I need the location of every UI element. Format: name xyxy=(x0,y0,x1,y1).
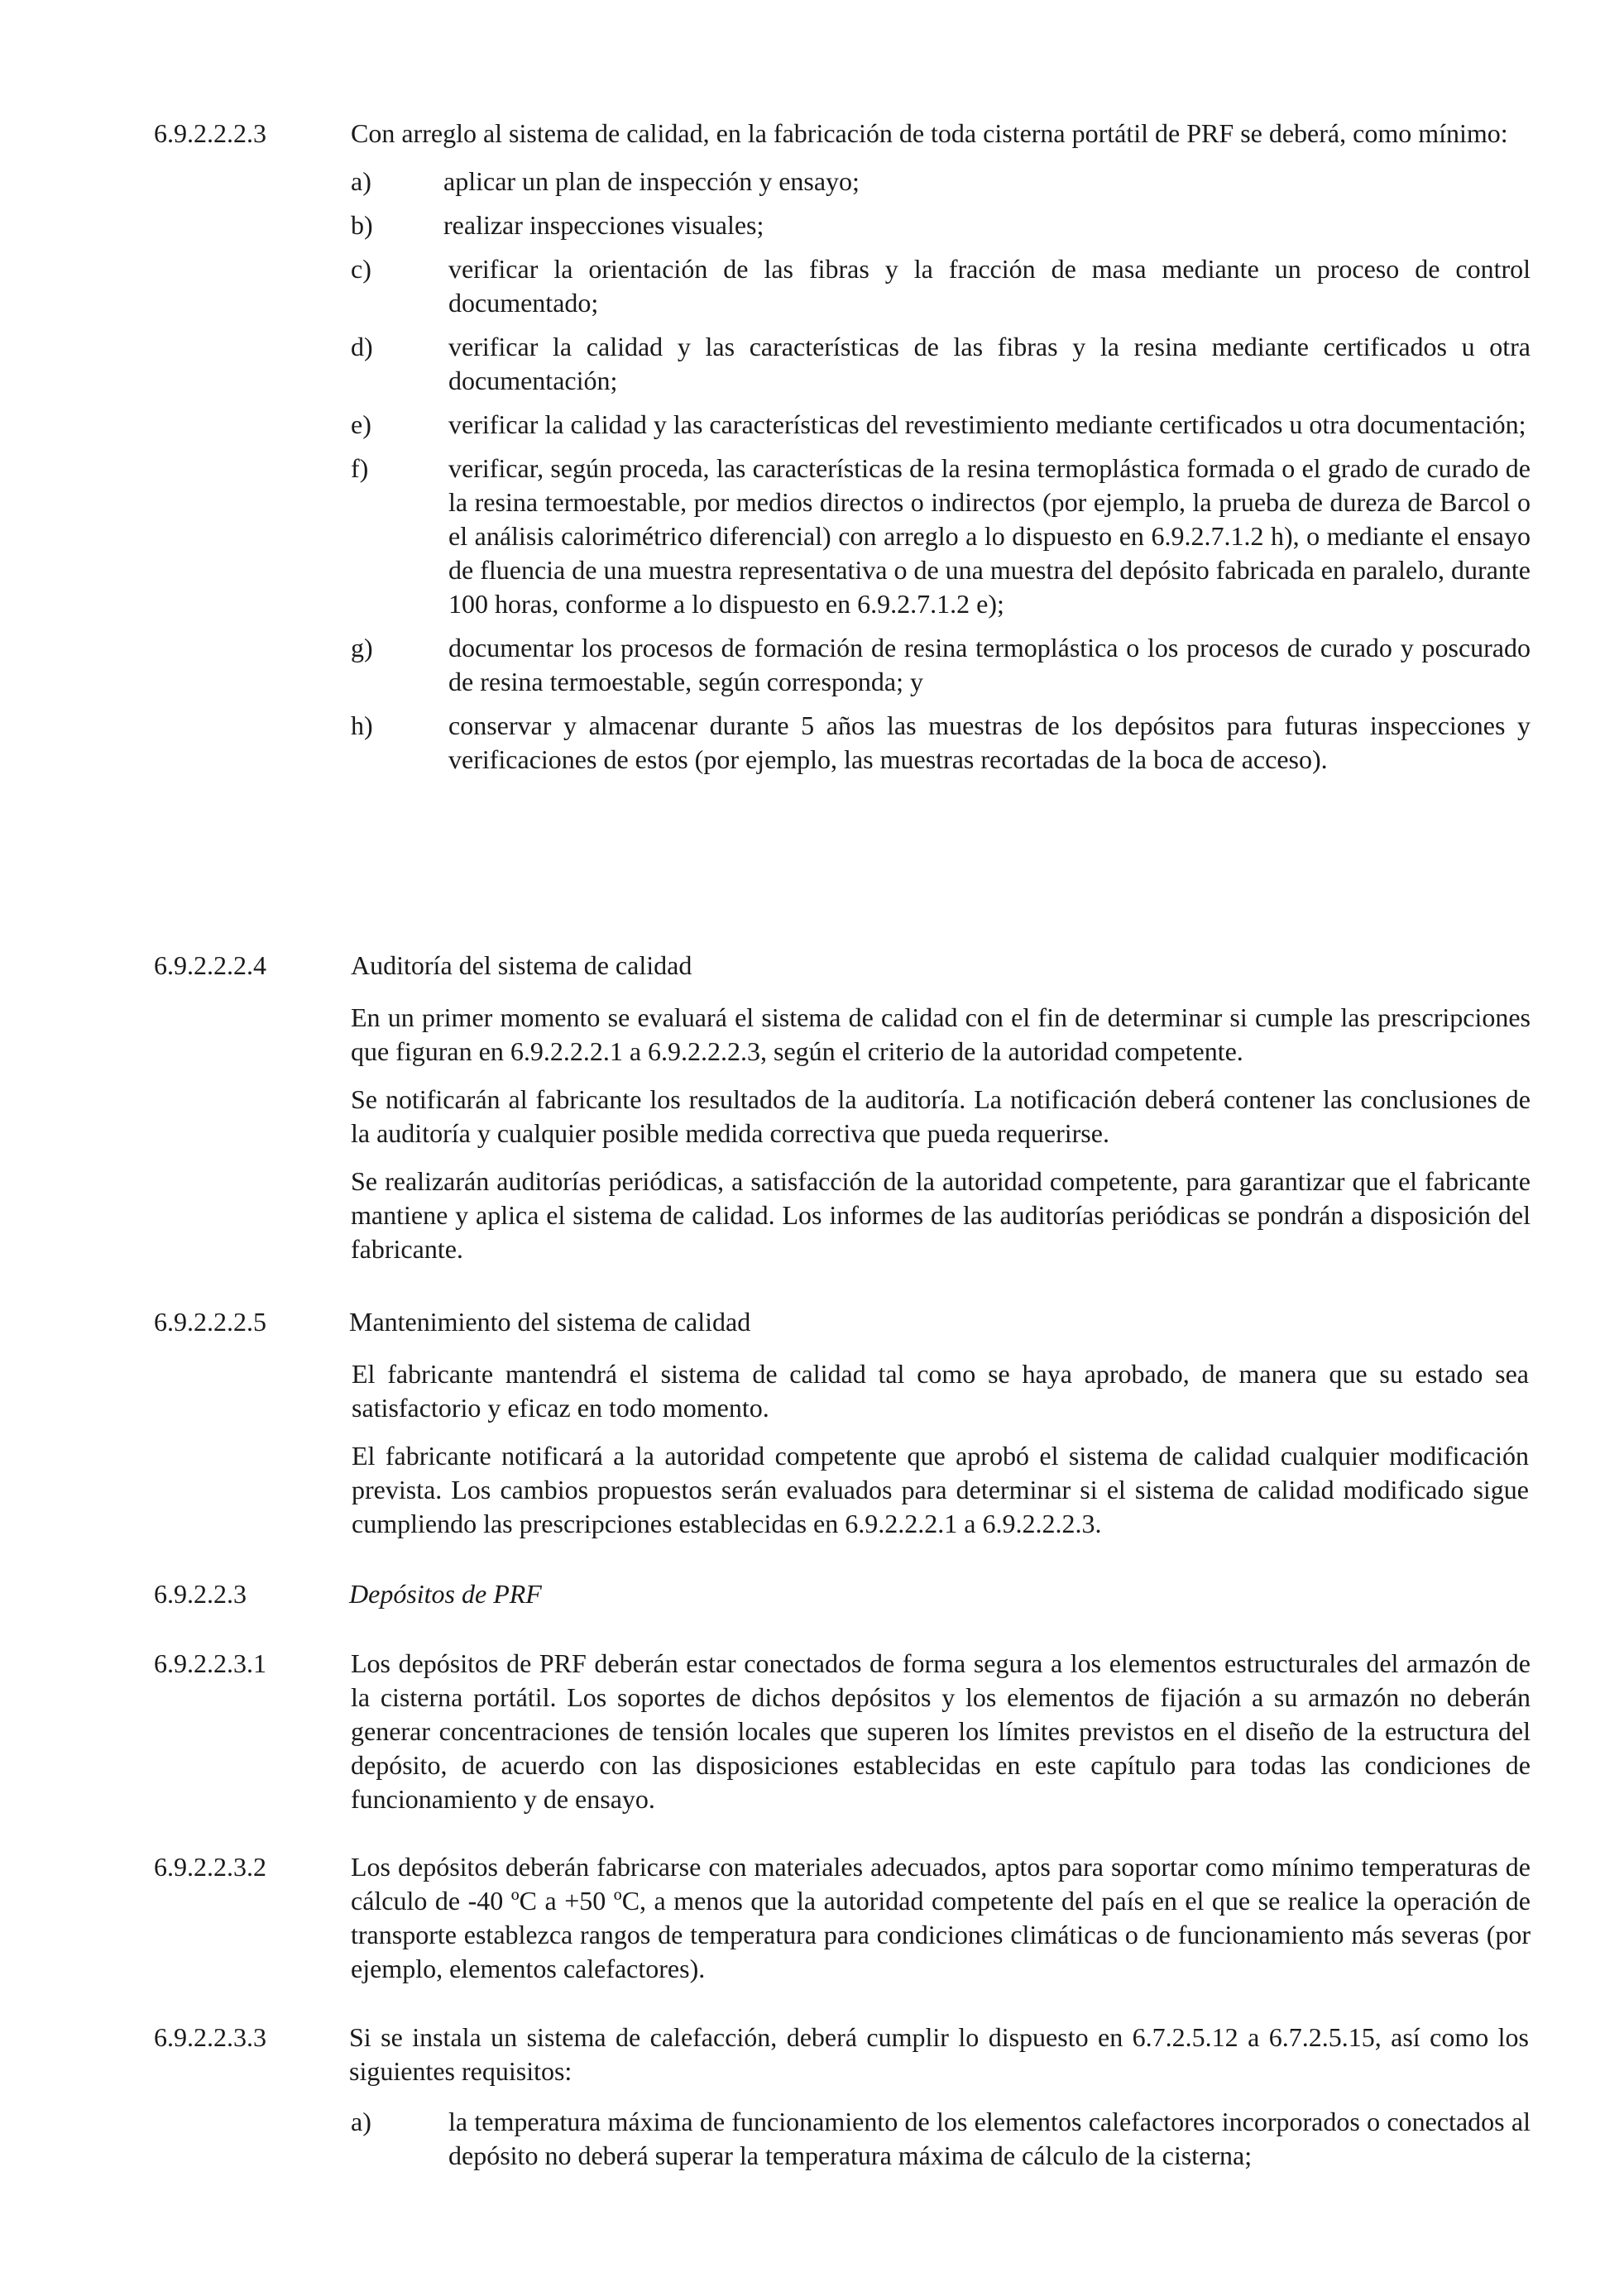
list-item xyxy=(351,208,1531,242)
item-text: aplicar un plan de inspección y ensayo; xyxy=(443,166,860,196)
item-text: la temperatura máxima de funcionamiento de los elementos calefactores incorporados o conectados al depósito no deberá superar la temperatura máxima de cálculo de la cisterna; xyxy=(448,2107,1531,2170)
paragraph: En un primer momento se evaluará el sistema de calidad con el fin de determinar si cumple las prescripciones que figuran en 6.9.2.2.2.1 a 6.9.2.2.2.3, según el criterio de la autoridad competente. xyxy=(351,1002,1531,1066)
item-list xyxy=(351,2105,1531,2173)
list-item xyxy=(351,330,1531,398)
item-label: d) xyxy=(351,332,373,361)
item-label: c) xyxy=(351,254,371,284)
section-heading: Mantenimiento del sistema de calidad xyxy=(349,1307,751,1337)
list-item xyxy=(351,252,1531,320)
paragraph: Los depósitos de PRF deberán estar conectados de forma segura a los elementos estructurales del armazón de la cisterna portátil. Los soportes de dichos depósitos y los elementos de fijación a su armazón no deberán generar concentraciones de tensión locales que superen los límites previstos en el diseño de la estructura del depósito, de acuerdo con las disposiciones establecidas en este capítulo para todas las condiciones de funcionamiento y de ensayo. xyxy=(351,1648,1531,1814)
item-label: e) xyxy=(351,409,371,439)
section-heading: Auditoría del sistema de calidad xyxy=(351,950,692,980)
paragraph: El fabricante notificará a la autoridad competente que aprobó el sistema de calidad cualquier modificación prevista. Los cambios propuestos serán evaluados para determinar si el sistema de calidad modificado sigue cumpliendo las prescripciones establecidas en 6.9.2.2.2.1 a 6.9.2.2.2.3. xyxy=(352,1441,1529,1538)
item-label: g) xyxy=(351,633,373,662)
section-number: 6.9.2.2.2.5 xyxy=(154,1307,266,1337)
section-6-9-2-2-2-5 xyxy=(154,1305,1531,1541)
section-number: 6.9.2.2.3.2 xyxy=(154,1852,266,1882)
list-item xyxy=(351,408,1531,442)
section-number: 6.9.2.2.2.4 xyxy=(154,950,266,980)
list-item xyxy=(351,165,1531,199)
section-number: 6.9.2.2.3.1 xyxy=(154,1648,266,1678)
item-text: verificar la orientación de las fibras y la fracción de masa mediante un proceso de control documentado; xyxy=(448,254,1531,318)
list-item xyxy=(351,452,1531,621)
item-text: documentar los procesos de formación de resina termoplástica o los procesos de curado y poscurado de resina termoestable, según corresponda; y xyxy=(448,633,1531,696)
list-item xyxy=(351,631,1531,699)
section-intro: Si se instala un sistema de calefacción, deberá cumplir lo dispuesto en 6.7.2.5.12 a 6.7.2.5.15, así como los siguientes requisitos: xyxy=(349,2022,1529,2086)
paragraph: Se notificarán al fabricante los resultados de la auditoría. La notificación deberá contener las conclusiones de la auditoría y cualquier posible medida correctiva que pueda requerirse. xyxy=(351,1084,1531,1148)
item-label: a) xyxy=(351,166,371,196)
section-heading: Depósitos de PRF xyxy=(349,1579,542,1609)
list-item xyxy=(351,2105,1531,2173)
section-6-9-2-2-2-4 xyxy=(154,949,1531,1266)
section-number: 6.9.2.2.2.3 xyxy=(154,118,266,148)
section-number: 6.9.2.2.3 xyxy=(154,1579,247,1609)
item-label: h) xyxy=(351,710,373,740)
item-text: conservar y almacenar durante 5 años las muestras de los depósitos para futuras inspecciones y verificaciones de estos (por ejemplo, las muestras recortadas de la boca de acceso). xyxy=(448,710,1531,774)
section-6-9-2-2-3-2 xyxy=(154,1850,1531,1986)
item-text: verificar la calidad y las características de las fibras y la resina mediante certificados u otra documentación; xyxy=(448,332,1531,395)
section-intro: Con arreglo al sistema de calidad, en la fabricación de toda cisterna portátil de PRF se deberá, como mínimo: xyxy=(351,118,1508,148)
item-list xyxy=(351,165,1531,777)
section-6-9-2-2-2-3 xyxy=(154,117,1531,787)
section-6-9-2-2-3-3 xyxy=(154,2021,1531,2183)
list-item xyxy=(351,709,1531,777)
paragraph: Se realizarán auditorías periódicas, a satisfacción de la autoridad competente, para garantizar que el fabricante mantiene y aplica el sistema de calidad. Los informes de las auditorías periódicas se pondrán a disposición del fabricante. xyxy=(351,1166,1531,1264)
item-text: realizar inspecciones visuales; xyxy=(443,210,764,240)
section-6-9-2-2-3 xyxy=(154,1577,1531,1611)
paragraph: El fabricante mantendrá el sistema de calidad tal como se haya aprobado, de manera que su estado sea satisfactorio y eficaz en todo momento. xyxy=(352,1359,1529,1423)
item-text: verificar la calidad y las características del revestimiento mediante certificados u otra documentación; xyxy=(448,409,1526,439)
section-number: 6.9.2.2.3.3 xyxy=(154,2022,266,2052)
item-text: verificar, según proceda, las características de la resina termoplástica formada o el grado de curado de la resina termoestable, por medios directos o indirectos (por ejemplo, la prueba de dureza de Barcol o el análisis calorimétrico diferencial) con arreglo a lo dispuesto en 6.9.2.7.1.2 h), o mediante el ensayo de fluencia de una muestra representativa o de una muestra del depósito fabricada en paralelo, durante 100 horas, conforme a lo dispuesto en 6.9.2.7.1.2 e); xyxy=(448,453,1531,619)
item-label: b) xyxy=(351,210,373,240)
section-6-9-2-2-3-1 xyxy=(154,1647,1531,1816)
item-label: f) xyxy=(351,453,369,483)
item-label: a) xyxy=(351,2107,371,2136)
paragraph: Los depósitos deberán fabricarse con materiales adecuados, aptos para soportar como mínimo temperaturas de cálculo de -40 ºC a +50 ºC, a menos que la autoridad competente del país en el que se realice la operación de transporte establezca rangos de temperatura para condiciones climáticas o de funcionamiento más severas (por ejemplo, elementos calefactores). xyxy=(351,1852,1531,1983)
